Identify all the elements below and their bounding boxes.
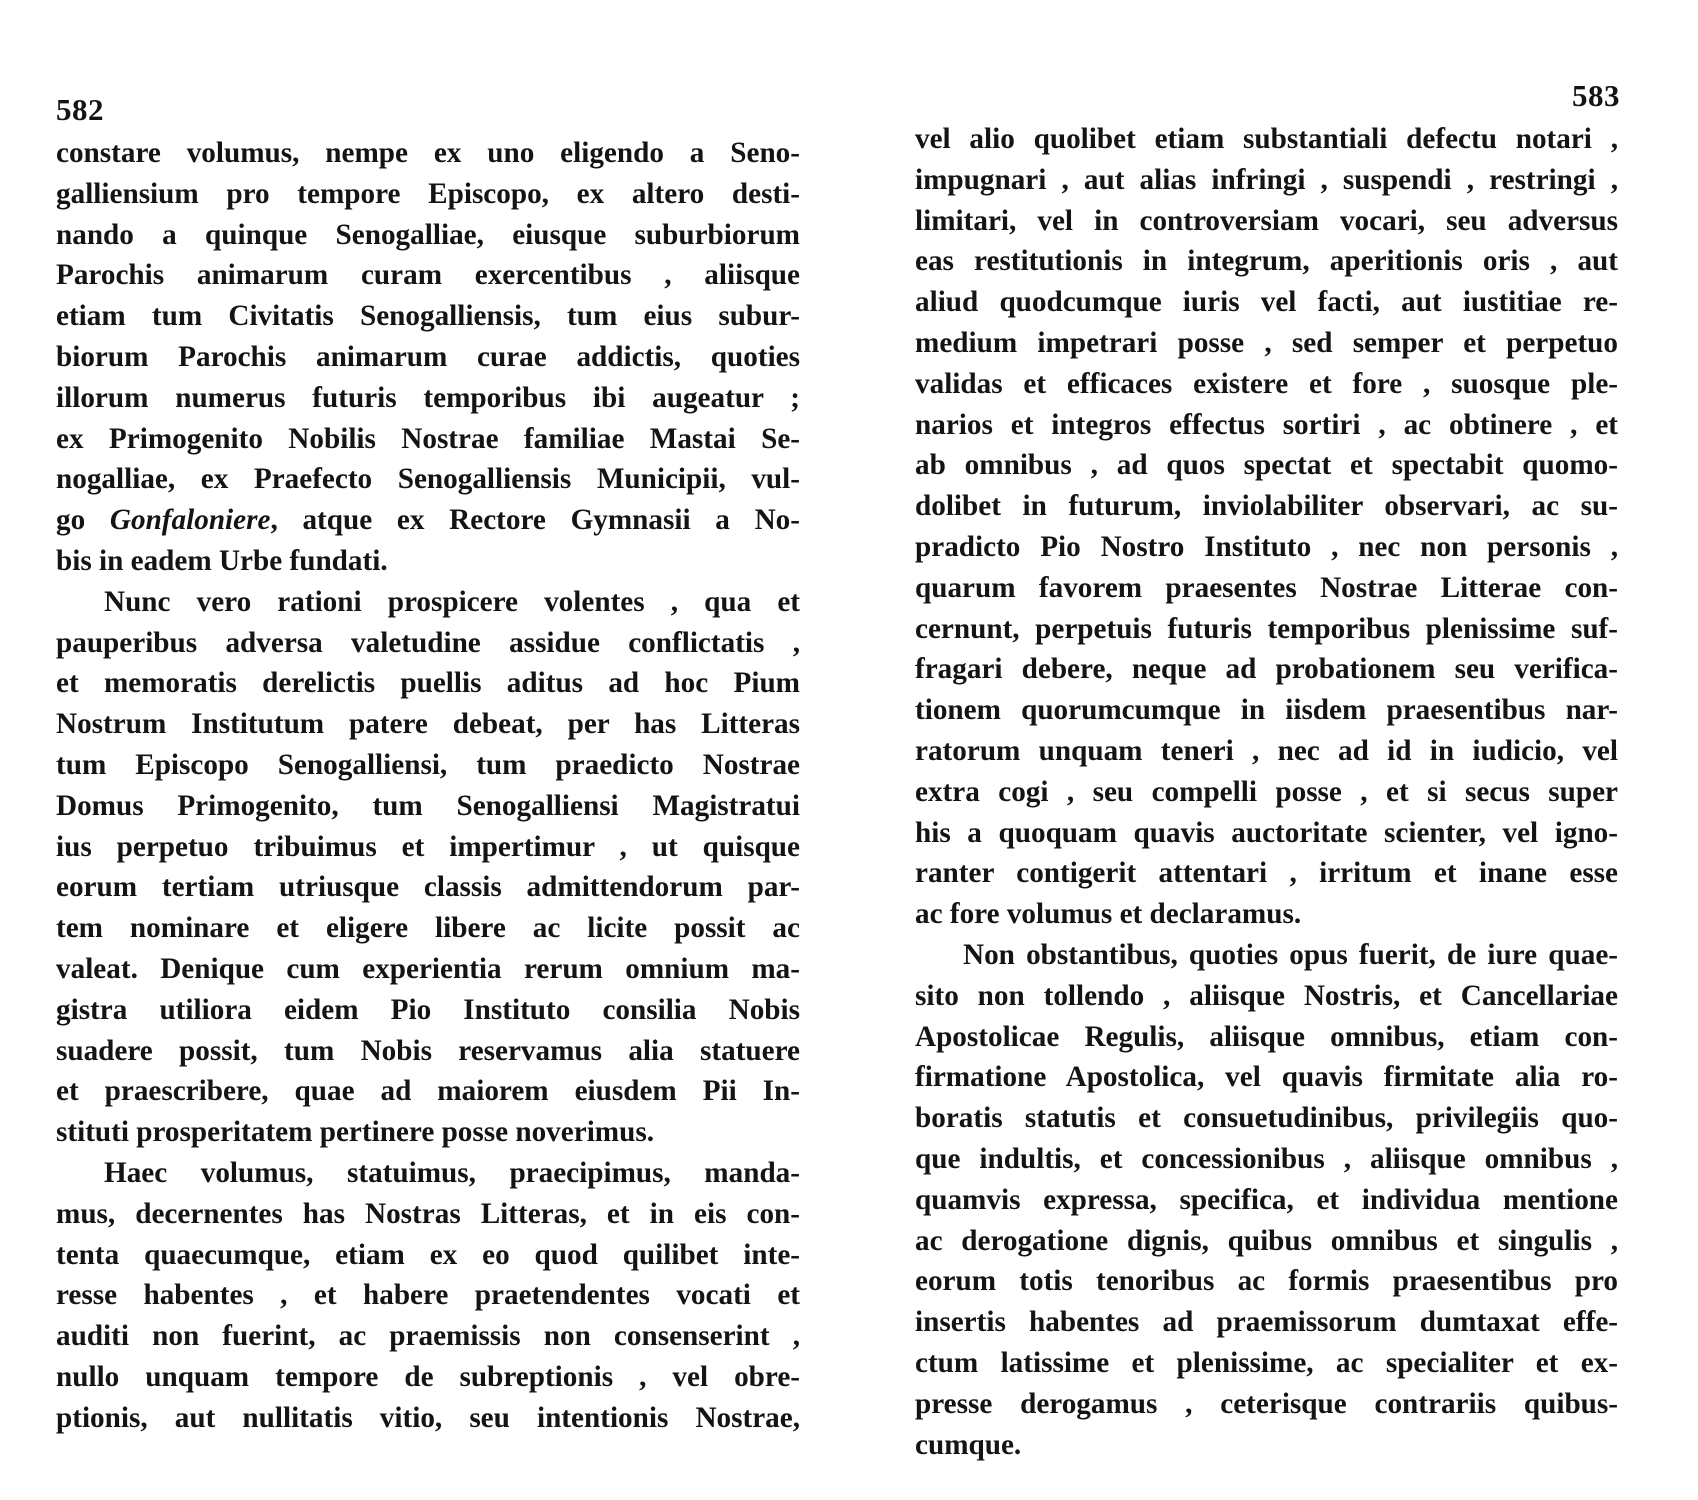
text-line: tionem quorumcumque in iisdem praesentibus nar-	[915, 694, 1618, 727]
text-line: galliensium pro tempore Episcopo, ex altero desti-	[56, 177, 800, 210]
text-line: nogalliae, ex Praefecto Senogalliensis Municipii, vul-	[56, 463, 800, 496]
text-line: fragari debere, neque ad probationem seu verifica-	[915, 653, 1618, 686]
text-line: tem nominare et eligere libere ac licite possit ac	[56, 912, 800, 945]
text-line: limitari, vel in controversiam vocari, seu adversus	[915, 204, 1618, 237]
text-line: go Gonfaloniere, atque ex Rectore Gymnasii a No-	[56, 504, 800, 537]
text-line: ptionis, aut nullitatis vitio, seu intentionis Nostrae,	[56, 1401, 800, 1434]
text-line: ab omnibus , ad quos spectat et spectabit quomo-	[915, 449, 1618, 482]
text-line: dolibet in futurum, inviolabiliter observari, ac su-	[915, 490, 1618, 523]
page-number-left: 582	[56, 92, 104, 127]
text-line: Parochis animarum curam exercentibus , aliisque	[56, 259, 800, 292]
text-line: tenta quaecumque, etiam ex eo quod quilibet inte-	[56, 1238, 800, 1271]
text-line: bis in eadem Urbe fundati.	[56, 544, 388, 577]
text-line: his a quoquam quavis auctoritate scienter, vel igno-	[915, 816, 1618, 849]
right-text-column	[915, 119, 1618, 1465]
text-line: biorum Parochis animarum curae addictis, quoties	[56, 340, 800, 373]
left-text-column	[56, 133, 800, 1439]
italic-word: Gonfaloniere	[109, 504, 271, 537]
text-line: aliud quodcumque iuris vel facti, aut iustitiae re-	[915, 286, 1618, 319]
text-line: pradicto Pio Nostro Instituto , nec non personis ,	[915, 530, 1618, 563]
text-line: medium impetrari posse , sed semper et perpetuo	[915, 326, 1618, 359]
text-line: extra cogi , seu compelli posse , et si secus super	[915, 775, 1618, 808]
text-line: Apostolicae Regulis, aliisque omnibus, etiam con-	[915, 1020, 1618, 1053]
text-line: resse habentes , et habere praetendentes vocati et	[56, 1279, 800, 1312]
text-line: cernunt, perpetuis futuris temporibus plenissime suf-	[915, 612, 1618, 645]
text-line: ranter contigerit attentari , irritum et inane esse	[915, 857, 1618, 890]
text-line: suadere possit, tum Nobis reservamus alia statuere	[56, 1034, 800, 1067]
right-page	[849, 0, 1698, 1500]
text-line: presse derogamus , ceterisque contrariis quibus-	[915, 1387, 1618, 1420]
text-line: eorum tertiam utriusque classis admittendorum par-	[56, 871, 800, 904]
text-line: eorum totis tenoribus ac formis praesentibus pro	[915, 1265, 1618, 1298]
text-line: et memoratis derelictis puellis aditus ad hoc Pium	[56, 667, 800, 700]
paragraph-start-line: Nunc vero rationi prospicere volentes , qua et	[104, 585, 800, 618]
text-line: que indultis, et concessionibus , aliisque omnibus ,	[915, 1142, 1618, 1175]
text-line: quarum favorem praesentes Nostrae Litterae con-	[915, 571, 1618, 604]
text-line: ac derogatione dignis, quibus omnibus et singulis ,	[915, 1224, 1618, 1257]
text-line: impugnari , aut alias infringi , suspendi , restringi ,	[915, 163, 1618, 196]
text-line: nando a quinque Senogalliae, eiusque suburbiorum	[56, 218, 800, 251]
text-line: Nostrum Institutum patere debeat, per has Litteras	[56, 708, 800, 741]
text-line: boratis statutis et consuetudinibus, privilegiis quo-	[915, 1102, 1618, 1135]
text-line: eas restitutionis in integrum, aperitionis oris , aut	[915, 245, 1618, 278]
page-number-right: 583	[1572, 78, 1620, 113]
text-line: validas et efficaces existere et fore , suosque ple-	[915, 367, 1618, 400]
text-line: firmatione Apostolica, vel quavis firmitate alia ro-	[915, 1061, 1618, 1094]
text-line: vel alio quolibet etiam substantiali defectu notari ,	[915, 123, 1618, 155]
paragraph-start-line: Haec volumus, statuimus, praecipimus, mandа-	[104, 1156, 800, 1189]
text-line: ex Primogenito Nobilis Nostrae familiae Mastai Se-	[56, 422, 800, 455]
text-line: mus, decernentes has Nostras Litteras, et in eis con-	[56, 1197, 800, 1230]
text-line: constare volumus, nempe ex uno eligendo a Seno-	[56, 137, 800, 169]
text-line: sito non tollendo , aliisque Nostris, et Cancellariae	[915, 979, 1618, 1012]
text-line: ac fore volumus et declaramus.	[915, 898, 1302, 931]
text-line: Domus Primogenito, tum Senogalliensi Magistratui	[56, 789, 800, 822]
text-line: ctum latissime et plenissime, ac specialiter et ex-	[915, 1346, 1618, 1379]
text-line: et praescribere, quae ad maiorem eiusdem Pii In-	[56, 1075, 800, 1108]
text-line: tum Episcopo Senogalliensi, tum praedicto Nostrae	[56, 748, 800, 781]
text-line: illorum numerus futuris temporibus ibi augeatur ;	[56, 381, 800, 414]
text-line: stituti prosperitatem pertinere posse noverimus.	[56, 1116, 655, 1149]
text-line: insertis habentes ad praemissorum dumtaxat effe-	[915, 1306, 1618, 1339]
paragraph-start-line: Non obstantibus, quoties opus fuerit, de iure quae-	[963, 938, 1618, 971]
text-line: auditi non fuerint, ac praemissis non consenserint ,	[56, 1320, 800, 1353]
text-line: narios et integros effectus sortiri , ac obtinere , et	[915, 408, 1618, 441]
text-line: ratorum unquam teneri , nec ad id in iudicio, vel	[915, 734, 1618, 767]
text-line: cumque.	[915, 1428, 1022, 1461]
text-line: ius perpetuo tribuimus et impertimur , ut quisque	[56, 830, 800, 863]
text-line: nullo unquam tempore de subreptionis , vel obre-	[56, 1360, 800, 1393]
text-line: quamvis expressa, specifica, et individua mentione	[915, 1183, 1618, 1216]
text-line: pauperibus adversa valetudine assidue conflictatis ,	[56, 626, 800, 659]
text-line: etiam tum Civitatis Senogalliensis, tum eius subur-	[56, 300, 800, 333]
text-line: gistra utiliora eidem Pio Instituto consilia Nobis	[56, 993, 800, 1026]
text-line: valeat. Denique cum experientia rerum omnium ma-	[56, 952, 800, 985]
